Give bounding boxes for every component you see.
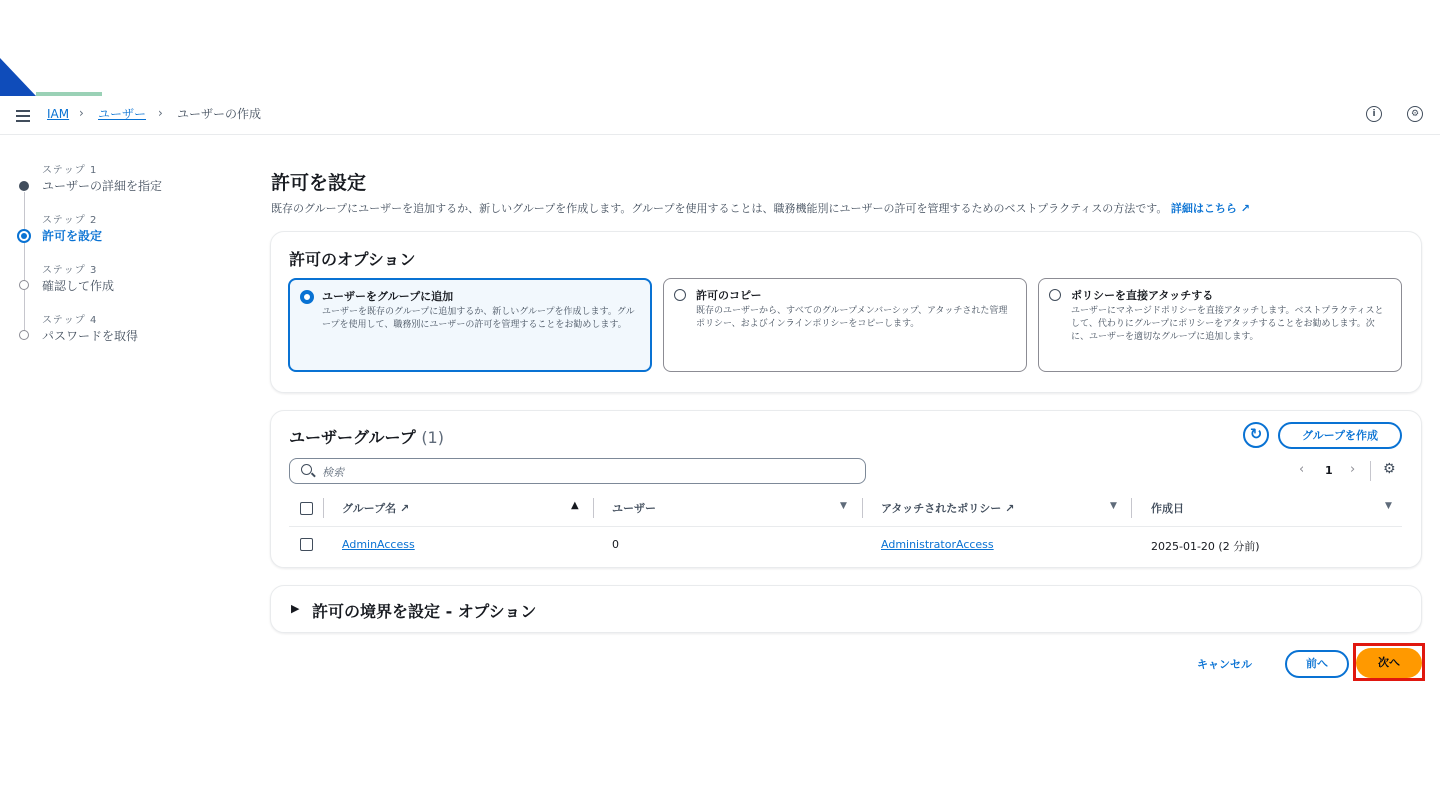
previous-button[interactable]: 前へ xyxy=(1285,650,1349,678)
learn-more-link[interactable]: 詳細はこちら ↗ xyxy=(1170,202,1250,215)
cancel-button[interactable]: キャンセル xyxy=(1197,658,1252,671)
step-current-icon xyxy=(17,229,31,243)
next-button[interactable]: 次へ xyxy=(1356,648,1422,678)
sort-icon[interactable]: ▼ xyxy=(840,501,847,511)
pagination-next-icon[interactable]: › xyxy=(1350,462,1356,477)
policy-link[interactable]: AdministratorAccess xyxy=(881,538,994,551)
table-settings-icon[interactable]: ⚙ xyxy=(1383,461,1396,477)
info-icon[interactable]: i xyxy=(1366,106,1382,122)
brand-corner-graphic xyxy=(0,58,36,96)
step-4-number: ステップ 4 xyxy=(42,315,98,326)
search-input[interactable] xyxy=(289,458,866,484)
page-description: 既存のグループにユーザーを追加するか、新しいグループを作成します。グループを使用することは、職務機能別にユーザーの許可を管理するためのベストプラクティスの方法です。 詳細はこちら ↗ xyxy=(271,202,1250,215)
step-connector xyxy=(24,290,25,332)
settings-icon[interactable]: ⚙ xyxy=(1407,106,1423,122)
step-4-label: パスワードを取得 xyxy=(42,329,139,343)
page-title: 許可を設定 xyxy=(271,172,367,194)
search-placeholder: 検索 xyxy=(322,466,344,479)
step-2-label: 許可を設定 xyxy=(42,229,103,243)
step-2-number: ステップ 2 xyxy=(42,215,98,226)
option-title: 許可のコピー xyxy=(696,289,762,302)
group-created-date: 2025-01-20 (2 分前) xyxy=(1151,540,1260,553)
sort-icon[interactable]: ▼ xyxy=(1110,501,1117,511)
column-header-group-name[interactable]: グループ名 ↗ xyxy=(342,502,410,515)
option-copy-permissions[interactable] xyxy=(663,278,1027,372)
column-separator xyxy=(593,498,594,518)
group-name-link[interactable]: AdminAccess xyxy=(342,538,415,551)
radio-icon[interactable] xyxy=(674,289,686,301)
pagination-prev-icon[interactable]: ‹ xyxy=(1299,462,1305,477)
menu-icon[interactable] xyxy=(16,110,30,122)
option-add-to-group[interactable] xyxy=(288,278,652,372)
group-users-count: 0 xyxy=(612,538,619,551)
refresh-icon[interactable]: ↻ xyxy=(1243,422,1269,448)
option-description: 既存のユーザーから、すべてのグループメンバーシップ、アタッチされた管理ポリシー、およびインラインポリシーをコピーします。 xyxy=(696,306,1008,329)
search-icon xyxy=(301,464,312,475)
step-pending-icon xyxy=(19,280,29,290)
highlight-box xyxy=(1353,643,1425,681)
option-attach-policies[interactable] xyxy=(1038,278,1402,372)
step-pending-icon xyxy=(19,330,29,340)
breadcrumb-iam[interactable]: IAM xyxy=(47,107,70,121)
brand-corner-bar xyxy=(36,92,102,96)
step-3-label: 確認して作成 xyxy=(42,279,115,293)
option-description: ユーザーを既存のグループに追加するか、新しいグループを作成します。グループを使用して、職務別にユーザーの許可を管理することをお勧めします。 xyxy=(322,307,635,330)
breadcrumb-users[interactable]: ユーザー xyxy=(98,107,147,121)
divider xyxy=(1370,461,1371,481)
step-complete-icon xyxy=(19,181,29,191)
sort-ascending-icon[interactable]: ▲ xyxy=(571,500,579,511)
pagination-page[interactable]: 1 xyxy=(1325,464,1333,477)
chevron-right-icon: › xyxy=(79,106,84,120)
column-separator xyxy=(1131,498,1132,518)
select-all-checkbox[interactable] xyxy=(300,502,313,515)
create-group-button[interactable]: グループを作成 xyxy=(1278,422,1402,449)
column-separator xyxy=(323,498,324,518)
column-header-policies[interactable]: アタッチされたポリシー ↗ xyxy=(881,502,1015,515)
radio-icon[interactable] xyxy=(1049,289,1061,301)
column-header-created[interactable]: 作成日 xyxy=(1151,502,1184,515)
option-title: ポリシーを直接アタッチする xyxy=(1071,289,1214,302)
column-separator xyxy=(862,498,863,518)
groups-title: ユーザーグループ (1) xyxy=(289,428,444,447)
step-3-number: ステップ 3 xyxy=(42,265,98,276)
step-1-label[interactable]: ユーザーの詳細を指定 xyxy=(42,179,163,193)
chevron-right-icon: › xyxy=(158,106,163,120)
boundary-title[interactable]: 許可の境界を設定 - オプション xyxy=(312,602,537,621)
column-header-users[interactable]: ユーザー xyxy=(612,502,656,515)
option-description: ユーザーにマネージドポリシーを直接アタッチします。ベストプラクティスとして、代わりにグループにポリシーをアタッチすることをお勧めします。次に、ユーザーを適切なグループに追加します。 xyxy=(1071,306,1384,342)
breadcrumb-current: ユーザーの作成 xyxy=(177,107,262,121)
step-1-number: ステップ 1 xyxy=(42,165,98,176)
options-title: 許可のオプション xyxy=(289,250,416,269)
step-connector xyxy=(24,242,25,282)
radio-selected-icon[interactable] xyxy=(300,290,314,304)
row-checkbox[interactable] xyxy=(300,538,313,551)
caret-right-icon[interactable]: ▶ xyxy=(291,602,300,615)
option-title: ユーザーをグループに追加 xyxy=(322,290,454,303)
sort-icon[interactable]: ▼ xyxy=(1385,501,1392,511)
